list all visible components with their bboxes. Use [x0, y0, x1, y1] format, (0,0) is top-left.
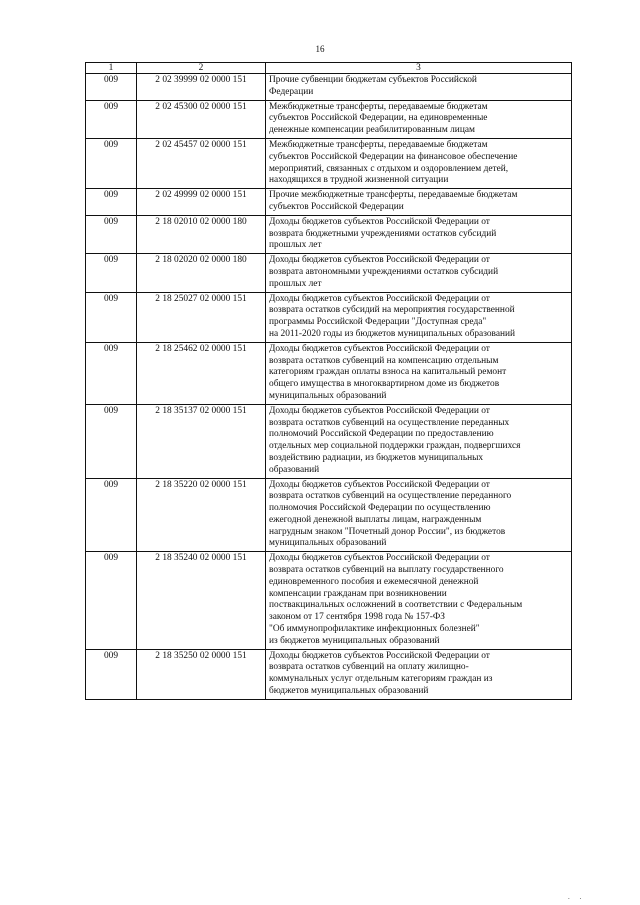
admin-code-cell: 009: [86, 342, 137, 404]
revenue-code-cell: 2 18 35240 02 0000 151: [137, 552, 266, 649]
table-row: [86, 649, 572, 699]
revenue-code-cell: 2 18 35220 02 0000 151: [137, 478, 266, 552]
admin-code-cell: 009: [86, 189, 137, 216]
revenue-code-cell: 2 18 35250 02 0000 151: [137, 649, 266, 699]
table-row: [86, 189, 572, 216]
admin-code-cell: 009: [86, 138, 137, 188]
revenue-name-cell: Прочие межбюджетные трансферты, передаваемые бюджетам субъектов Российской Федерации: [266, 189, 572, 216]
revenue-code-cell: 2 02 49999 02 0000 151: [137, 189, 266, 216]
revenue-code-cell: 2 02 45457 02 0000 151: [137, 138, 266, 188]
revenue-name-cell: Доходы бюджетов субъектов Российской Федерации от возврата остатков субвенций на осуществление переданных полномочий Российской Федерации по предоставлению отдельных мер социальной поддержки граждан, подвергшихся воздействию радиации, из бюджетов муниципальных образований: [266, 404, 572, 478]
revenue-name-cell: Доходы бюджетов субъектов Российской Федерации от возврата бюджетными учреждениями остатков субсидий прошлых лет: [266, 215, 572, 253]
admin-code-cell: 009: [86, 649, 137, 699]
revenue-name-cell: Межбюджетные трансферты, передаваемые бюджетам субъектов Российской Федерации, на единовременные денежные компенсации реабилитированным лицам: [266, 100, 572, 138]
revenue-code-cell: 2 18 02020 02 0000 180: [137, 254, 266, 292]
table-row: [86, 74, 572, 101]
revenue-code-cell: 2 02 45300 02 0000 151: [137, 100, 266, 138]
revenue-name-cell: Доходы бюджетов субъектов Российской Федерации от возврата остатков субвенций на осуществление переданного полномочия Российской Федерации по осуществлению ежегодной денежной выплаты лицам, награжденным нагрудным знаком "Почетный донор России", из бюджетов муниципальных образований: [266, 478, 572, 552]
revenue-name-cell: Доходы бюджетов субъектов Российской Федерации от возврата остатков субсидий на мероприятия государственной программы Российской Федерации "Доступная среда" на 2011-2020 годы из бюджетов муниципальных образований: [266, 292, 572, 342]
table-row: [86, 254, 572, 292]
admin-code-cell: 009: [86, 292, 137, 342]
revenue-name-cell: Доходы бюджетов субъектов Российской Федерации от возврата автономными учреждениями остатков субсидий прошлых лет: [266, 254, 572, 292]
column-header-1: 1: [86, 63, 137, 74]
revenue-code-cell: 2 18 25027 02 0000 151: [137, 292, 266, 342]
revenue-code-cell: 2 02 39999 02 0000 151: [137, 74, 266, 101]
table-header-row: [86, 63, 572, 74]
table-row: [86, 215, 572, 253]
scan-corner-marks: . .: [568, 893, 586, 901]
table-row: [86, 292, 572, 342]
admin-code-cell: 009: [86, 215, 137, 253]
table-row: [86, 478, 572, 552]
admin-code-cell: 009: [86, 478, 137, 552]
admin-code-cell: 009: [86, 100, 137, 138]
table-row: [86, 138, 572, 188]
revenue-code-cell: 2 18 25462 02 0000 151: [137, 342, 266, 404]
page-number: 16: [315, 44, 325, 54]
revenue-codes-table: [85, 62, 572, 700]
admin-code-cell: 009: [86, 552, 137, 649]
column-header-3: 3: [266, 63, 572, 74]
admin-code-cell: 009: [86, 404, 137, 478]
admin-code-cell: 009: [86, 254, 137, 292]
column-header-2: 2: [137, 63, 266, 74]
table-row: [86, 404, 572, 478]
revenue-name-cell: Доходы бюджетов субъектов Российской Федерации от возврата остатков субвенций на выплату государственного единовременного пособия и ежемесячной денежной компенсации гражданам при возникновении поствакцинальных осложнений в соответствии с Федеральным законом от 17 сентября 1998 года № 157-ФЗ "Об иммунопрофилактике инфекционных болезней" из бюджетов муниципальных образований: [266, 552, 572, 649]
revenue-name-cell: Межбюджетные трансферты, передаваемые бюджетам субъектов Российской Федерации на финансовое обеспечение мероприятий, связанных с отдыхом и оздоровлением детей, находящихся в трудной жизненной ситуации: [266, 138, 572, 188]
revenue-name-cell: Доходы бюджетов субъектов Российской Федерации от возврата остатков субвенций на компенсацию отдельным категориям граждан оплаты взноса на капитальный ремонт общего имущества в многоквартирном доме из бюджетов муниципальных образований: [266, 342, 572, 404]
table-row: [86, 552, 572, 649]
revenue-code-cell: 2 18 02010 02 0000 180: [137, 215, 266, 253]
revenue-code-cell: 2 18 35137 02 0000 151: [137, 404, 266, 478]
revenue-name-cell: Прочие субвенции бюджетам субъектов Российской Федерации: [266, 74, 572, 101]
table-row: [86, 100, 572, 138]
table-row: [86, 342, 572, 404]
admin-code-cell: 009: [86, 74, 137, 101]
revenue-name-cell: Доходы бюджетов субъектов Российской Федерации от возврата остатков субвенций на оплату жилищно- коммунальных услуг отдельным категориям граждан из бюджетов муниципальных образований: [266, 649, 572, 699]
